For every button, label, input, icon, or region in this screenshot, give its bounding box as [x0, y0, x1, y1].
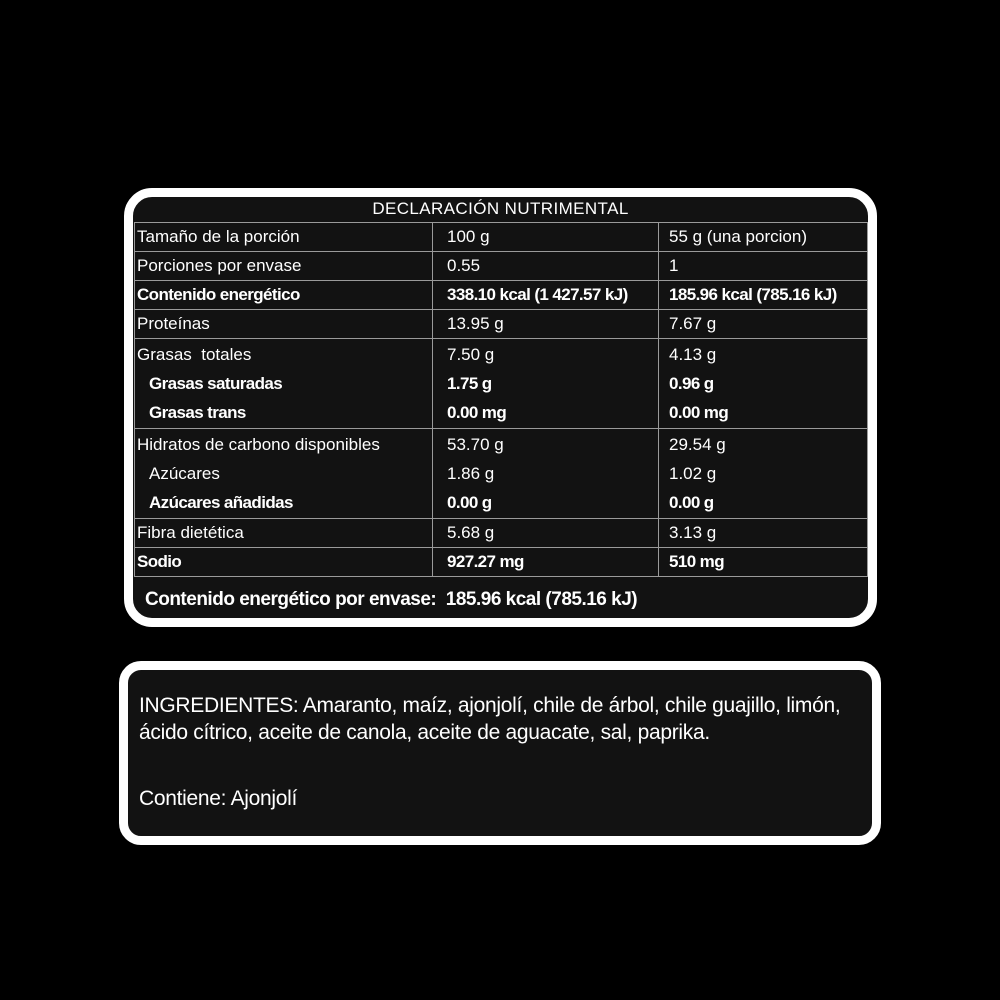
table-row — [135, 310, 868, 339]
energy-per-package: Contenido energético por envase: 185.96 kcal (785.16 kJ) — [145, 589, 638, 610]
row-label-sodium: Sodio — [135, 548, 433, 577]
ingredients-text: INGREDIENTES: Amaranto, maíz, ajonjolí, chile de árbol, chile guajillo, limón, ácido cítrico, aceite de canola, aceite de aguacate, sal, paprika. — [139, 694, 841, 744]
table-row — [135, 429, 868, 519]
fat-label-cell — [135, 339, 433, 429]
allergen-contains: Contiene: Ajonjolí — [139, 787, 298, 810]
value-per-serving: 0.00 g — [669, 493, 714, 512]
value-per-100g: 0.00 g — [447, 493, 492, 512]
value-per-100g: 5.68 g — [433, 519, 659, 548]
value-per-100g: 13.95 g — [433, 310, 659, 339]
value-per-serving: 29.54 g — [669, 435, 726, 454]
row-label-fat-total: Grasas totales — [137, 345, 252, 364]
table-row — [135, 281, 868, 310]
table-row — [135, 548, 868, 577]
value-per-serving: 4.13 g — [669, 345, 717, 364]
row-label-fat-trans: Grasas trans — [149, 403, 246, 422]
value-per-100g: 100 g — [433, 223, 659, 252]
row-label-fat-saturated: Grasas saturadas — [149, 374, 283, 393]
value-per-serving: 0.96 g — [669, 374, 714, 393]
value-per-serving: 1 — [659, 252, 868, 281]
value-per-serving: 3.13 g — [659, 519, 868, 548]
value-per-100g: 0.00 mg — [447, 403, 507, 422]
row-label-serving-size: Tamaño de la porción — [135, 223, 433, 252]
value-per-100g: 1.86 g — [447, 464, 495, 483]
carbs-per-serving-cell — [659, 429, 868, 519]
table-row — [135, 519, 868, 548]
value-per-100g: 927.27 mg — [433, 548, 659, 577]
row-label-added-sugars: Azúcares añadidas — [149, 493, 293, 512]
value-per-serving: 55 g (una porcion) — [659, 223, 868, 252]
fat-per-serving-cell — [659, 339, 868, 429]
value-per-serving: 185.96 kcal (785.16 kJ) — [659, 281, 868, 310]
table-row — [135, 223, 868, 252]
row-label-energy: Contenido energético — [135, 281, 433, 310]
ingredients-panel — [119, 661, 881, 845]
value-per-serving: 0.00 mg — [669, 403, 729, 422]
table-row — [135, 252, 868, 281]
row-label-carbs: Hidratos de carbono disponibles — [137, 435, 380, 454]
value-per-100g: 0.55 — [433, 252, 659, 281]
row-label-servings: Porciones por envase — [135, 252, 433, 281]
row-label-sugars: Azúcares — [149, 464, 220, 483]
carbs-label-cell — [135, 429, 433, 519]
value-per-serving: 7.67 g — [659, 310, 868, 339]
value-per-100g: 338.10 kcal (1 427.57 kJ) — [433, 281, 659, 310]
value-per-serving: 1.02 g — [669, 464, 717, 483]
row-label-fiber: Fibra dietética — [135, 519, 433, 548]
fat-per-100g-cell — [433, 339, 659, 429]
carbs-per-100g-cell — [433, 429, 659, 519]
nutrition-facts-panel — [124, 188, 877, 627]
value-per-serving: 510 mg — [659, 548, 868, 577]
table-row — [135, 339, 868, 429]
value-per-100g: 7.50 g — [447, 345, 495, 364]
nutrition-title: DECLARACIÓN NUTRIMENTAL — [372, 199, 629, 218]
row-label-protein: Proteínas — [135, 310, 433, 339]
nutrition-table — [134, 222, 868, 577]
value-per-100g: 53.70 g — [447, 435, 504, 454]
value-per-100g: 1.75 g — [447, 374, 492, 393]
